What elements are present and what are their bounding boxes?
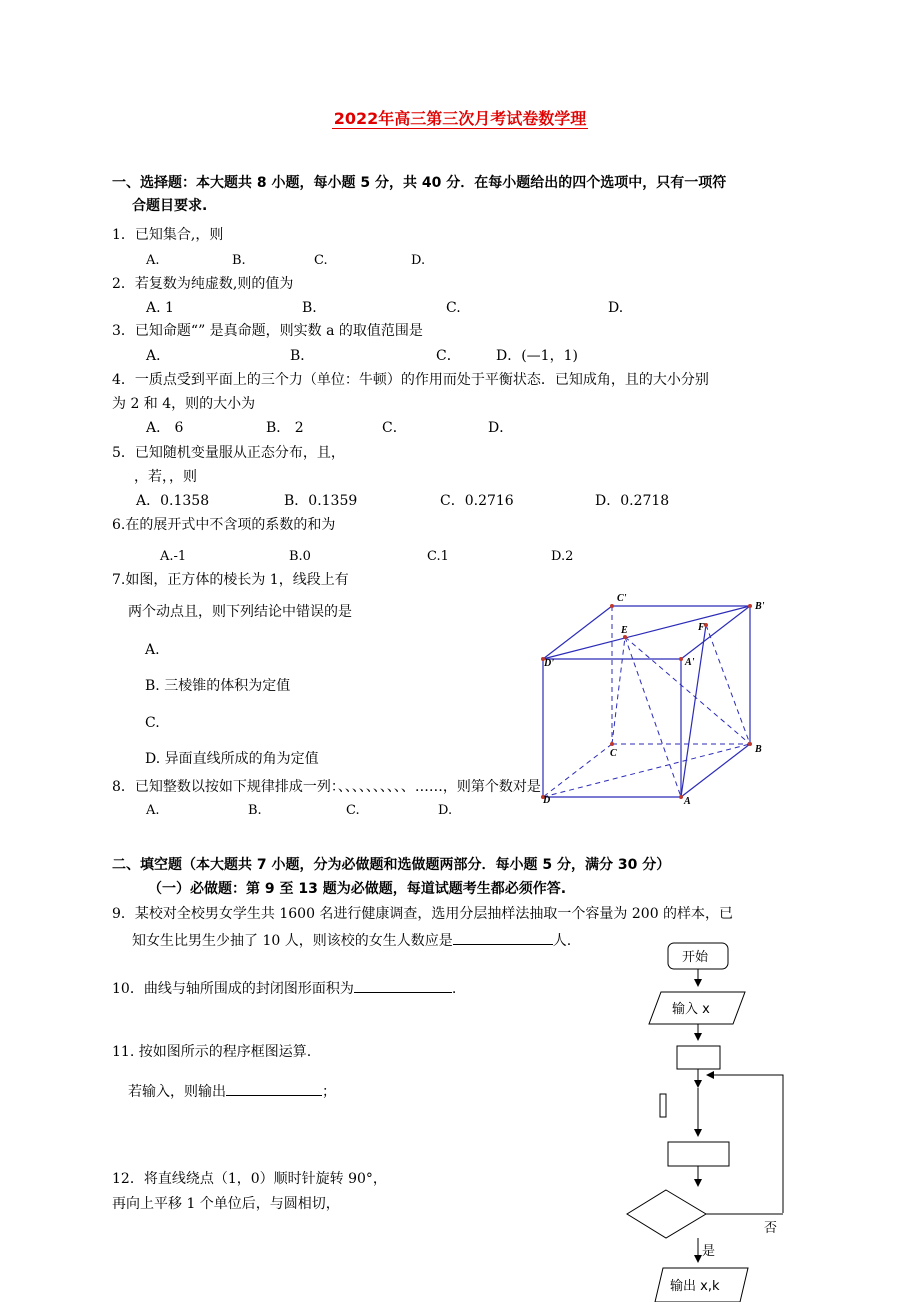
label-c1: C' [617,593,627,604]
q11-stem: 11. 按如图所示的程序框图运算. [112,1044,312,1060]
q10-text: 10．曲线与轴所围成的封闭图形面积为 [112,981,354,997]
flowchart-start-text: 开始 [682,950,709,965]
q3-stem: 3．已知命题“” 是真命题，则实数 a 的取值范围是 [112,323,423,339]
label-f: F [698,622,705,633]
q8-option-d: D. [438,803,453,818]
section2-subheader: （一）必做题：第 9 至 13 题为必做题，每道试题考生都必须作答. [148,881,567,897]
q12-stem: 12．将直线绕点（1，0）顺时针旋转 90°， [112,1171,387,1187]
label-a: A [684,796,691,807]
q2-option-d: D. [608,300,624,316]
flowchart-decision [627,1190,706,1238]
label-e: E [621,625,628,636]
q6-option-b: B.0 [289,549,311,564]
q3-option-b: B． [290,348,315,364]
q9-stem: 9．某校对全校男女学生共 1600 名进行健康调查，选用分层抽样法抽取一个容量为 200 的样本，已 [112,906,734,922]
q8-option-c: C. [346,803,360,818]
q5-stem-cont: ，若，，则 [134,469,197,485]
flowchart-yes-label: 是 [702,1244,716,1259]
q5-option-b: B．0.1359 [284,493,358,509]
label-c: C [610,748,617,759]
section2-header: 二、填空题（本大题共 7 小题，分为必做题和选做题两部分．每小题 5 分，满分 30 分） [112,857,671,873]
q1-stem: 1．已知集合,，则 [112,227,224,243]
q1-option-a: A. [146,253,160,268]
section1-header: 一、选择题：本大题共 8 小题，每小题 5 分，共 40 分．在每小题给出的四个选项中，只有一项符 [112,175,727,191]
q1-option-d: D. [411,253,426,268]
title-text: 2022年高三第三次月考试卷数学理 [333,109,587,128]
q4-option-a: A． 6 [146,420,184,436]
flowchart-process-box-2 [668,1142,729,1166]
q5-option-a: A．0.1358 [136,493,210,509]
flowchart-no-label: 否 [764,1221,778,1236]
q11-text: 若输入，则输出 [128,1084,226,1100]
q8-option-b: B. [248,803,262,818]
label-d1: D' [544,658,554,669]
q12-stem-cont: 再向上平移 1 个单位后，与圆相切， [112,1196,340,1212]
section1-header-cont: 合题目要求. [132,198,208,214]
q10-end: . [451,981,457,997]
flowchart-small-box [660,1094,666,1117]
q5-stem: 5．已知随机变量服从正态分布，且， [112,445,345,461]
q3-option-a: A． [146,348,171,364]
q7-option-c: C. [145,715,160,731]
label-a1: A' [685,657,695,668]
q9-text: 知女生比男生少抽了 10 人，则该校的女生人数应是 [132,933,453,949]
q4-stem: 4．一质点受到平面上的三个力（单位：牛顿）的作用而处于平衡状态．已知成角，且的大小分别 [112,372,709,388]
q11-end: ； [322,1084,336,1100]
q8-stem: 8．已知整数以按如下规律排成一列：、、、、、、、、、、……，则第个数对是 [112,779,541,795]
q5-option-d: D．0.2718 [595,493,670,509]
q7-option-d: D. 异面直线所成的角为定值 [145,751,319,767]
q4-stem-cont: 为 2 和 4，则的大小为 [112,396,256,412]
label-d: D [543,795,551,806]
q1-option-c: C. [314,253,328,268]
flowchart-input-text: 输入 x [672,1002,710,1017]
label-b: B [755,744,762,755]
q7-stem-cont: 两个动点且，则下列结论中错误的是 [128,604,352,620]
q7-stem: 7.如图，正方体的棱长为 1，线段上有 [112,572,349,588]
q6-option-d: D.2 [551,549,574,564]
q4-option-d: D． [488,420,514,436]
q2-stem: 2．若复数为纯虚数,则的值为 [112,276,294,292]
q4-option-c: C． [382,420,407,436]
q4-option-b: B． 2 [266,420,304,436]
q7-option-a: A. [145,642,160,658]
q6-stem: 6.在的展开式中不含项的系数的和为 [112,517,336,533]
q5-option-c: C．0.2716 [440,493,514,509]
q6-option-a: A.-1 [160,549,187,564]
flowchart-process-box [677,1046,720,1069]
q2-option-b: B. [302,300,317,316]
q3-option-c: C． [436,348,461,364]
label-b1: B' [755,601,765,612]
q9-unit: 人. [552,933,572,949]
q7-option-b: B. 三棱锥的体积为定值 [145,678,291,694]
q6-option-c: C.1 [427,549,449,564]
q1-option-b: B. [232,253,246,268]
q2-option-c: C. [446,300,461,316]
q2-option-a: A. 1 [146,300,174,316]
flowchart-output-text: 输出 x,k [670,1279,720,1294]
q3-option-d: D．(—1，1) [496,348,578,364]
q8-option-a: A. [146,803,160,818]
